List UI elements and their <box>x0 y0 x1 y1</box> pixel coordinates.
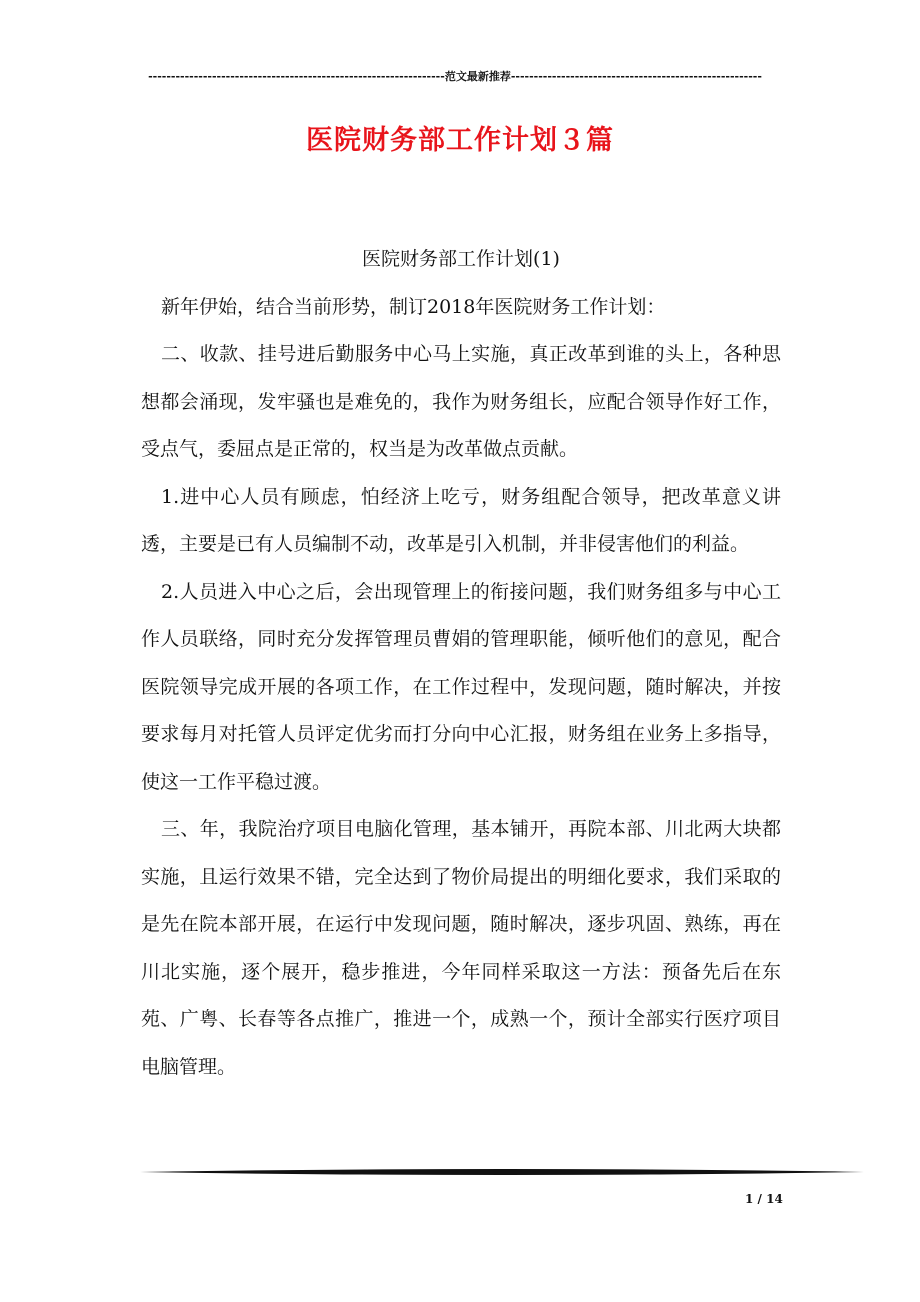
document-title: 医院财务部工作计划３篇 <box>306 125 614 156</box>
paragraph: 2.人员进入中心之后，会出现管理上的衔接问题，我们财务组多与中心工作人员联络，同时充分发挥管理员曹娟的管理职能，倾听他们的意见，配合医院领导完成开展的各项工作，在工作过程中，发现问题，随时解决，并按要求每月对托管人员评定优劣而打分向中心汇报，财务组在业务上多指导，使这一工作平稳过渡。 <box>141 580 781 793</box>
page-indicator: 1 / 14 <box>745 1192 783 1206</box>
document-body <box>141 236 781 1091</box>
footer-rule <box>140 1168 864 1176</box>
paragraph: 三、年，我院治疗项目电脑化管理，基本铺开，再院本部、川北两大块都实施，且运行效果不错，完全达到了物价局提出的明细化要求，我们采取的是先在院本部开展，在运行中发现问题，随时解决，逐步巩固、熟练，再在川北实施，逐个展开，稳步推进，今年同样采取这一方法：预备先后在东苑、广粤、长春等各点推广，推进一个，成熟一个，预计全部实行医疗项目电脑管理。 <box>141 818 781 1078</box>
paragraph: 二、收款、挂号进后勤服务中心马上实施，真正改革到谁的头上，各种思想都会涌现，发牢骚也是难免的，我作为财务组长，应配合领导作好工作，受点气，委屈点是正常的，权当是为改革做点贡献。 <box>141 343 781 460</box>
paragraph: 1.进中心人员有顾虑，怕经济上吃亏，财务组配合领导，把改革意义讲透，主要是已有人员编制不动，改革是引入机制，并非侵害他们的利益。 <box>141 485 781 555</box>
paragraph: 新年伊始，结合当前形势，制订2018年医院财务工作计划： <box>161 295 666 318</box>
header-banner: -----------------------------------------------------------------范文最新推荐------------------------------------------------------- <box>148 70 762 83</box>
section-heading: 医院财务部工作计划(1) <box>362 248 560 270</box>
